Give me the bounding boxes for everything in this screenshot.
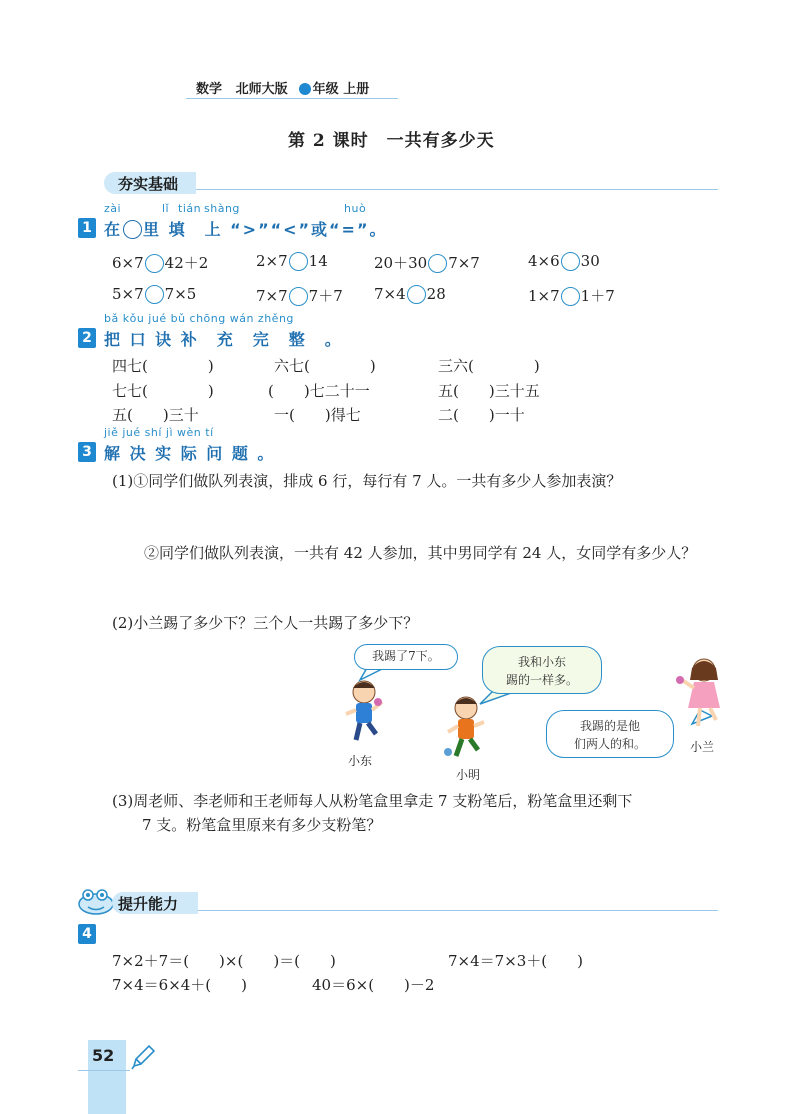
q1-right: 1＋7 bbox=[580, 287, 615, 305]
q2-blank[interactable]: ( )七二十一 bbox=[268, 382, 370, 400]
q1-title-b: 里 填 上 “>”“<”或“=”。 bbox=[143, 220, 388, 239]
q1-pinyin-tian: tián bbox=[178, 202, 202, 215]
question-number-3: 3 bbox=[78, 442, 96, 462]
q2-blank[interactable]: 二( )一十 bbox=[438, 406, 525, 424]
kid-xiaolan bbox=[676, 659, 720, 726]
q1-left: 4×6 bbox=[528, 252, 560, 270]
bubble-line: 我和小东 bbox=[517, 655, 566, 669]
q1-item bbox=[528, 252, 600, 271]
q1-right: 28 bbox=[426, 285, 446, 303]
frog-icon bbox=[76, 886, 116, 916]
section-divider bbox=[196, 189, 718, 190]
answer-circle[interactable] bbox=[428, 254, 447, 273]
q1-left: 2×7 bbox=[256, 252, 288, 270]
q2-blank[interactable]: 六七( ) bbox=[274, 357, 376, 375]
q1-left: 20＋30 bbox=[374, 254, 428, 272]
q1-pinyin-li: lǐ bbox=[162, 202, 170, 215]
q1-left: 5×7 bbox=[112, 285, 144, 303]
grade: 年级 bbox=[312, 82, 339, 97]
q1-pinyin-huo: huò bbox=[344, 202, 367, 215]
bubble-line: 我踢的是他 bbox=[579, 719, 640, 733]
bubble-line: 们两人的和。 bbox=[573, 737, 646, 751]
q3-pinyin: jiě jué shí jì wèn tí bbox=[104, 426, 214, 439]
answer-circle[interactable] bbox=[145, 254, 164, 273]
q1-right: 7×5 bbox=[164, 285, 197, 303]
answer-circle[interactable] bbox=[561, 252, 580, 271]
bubble-tail bbox=[692, 710, 712, 724]
q3-part1a: (1)①同学们做队列表演，排成 6 行，每行有 7 人。一共有多少人参加表演？ bbox=[112, 472, 622, 490]
page-number: 52 bbox=[92, 1046, 115, 1065]
q1-left: 6×7 bbox=[112, 254, 144, 272]
q3-part1b: ②同学们做队列表演，一共有 42 人参加，其中男同学有 24 人，女同学有多少人？ bbox=[144, 544, 697, 562]
q4-equation[interactable]: 7×4＝6×4＋( ) bbox=[112, 976, 248, 994]
pencil-icon bbox=[128, 1042, 158, 1072]
speech-bubble-xiaolan bbox=[546, 710, 674, 758]
q2-blank[interactable]: 七七( ) bbox=[112, 382, 214, 400]
q1-right: 7×7 bbox=[448, 254, 480, 272]
question-number-1: 1 bbox=[78, 218, 96, 238]
q3-part3a: (3)周老师、李老师和王老师每人从粉笔盒里拿走 7 支粉笔后，粉笔盒里还剩下 bbox=[112, 792, 633, 810]
kid-xiaodong bbox=[346, 681, 382, 740]
q1-left: 7×4 bbox=[374, 285, 406, 303]
question-number-2: 2 bbox=[78, 328, 96, 348]
term: 上册 bbox=[343, 82, 370, 97]
q2-title: 把 口 诀 补 充 完 整 。 bbox=[104, 330, 343, 349]
subject: 数学 bbox=[196, 82, 223, 97]
q1-item bbox=[256, 285, 343, 306]
q3-part3b: 7 支。粉笔盒里原来有多少支粉笔？ bbox=[142, 816, 382, 834]
q1-right: 7＋7 bbox=[308, 287, 343, 305]
q1-right: 30 bbox=[580, 252, 600, 270]
q4-equation[interactable]: 7×2＋7＝( )×( )＝( ) bbox=[112, 952, 336, 970]
answer-circle[interactable] bbox=[289, 287, 308, 306]
q1-item bbox=[112, 252, 208, 273]
q1-item bbox=[256, 252, 328, 271]
q1-title bbox=[104, 217, 387, 240]
bubble-line: 踢的一样多。 bbox=[505, 673, 578, 687]
section-divider bbox=[198, 910, 718, 911]
q1-right: 14 bbox=[308, 252, 328, 270]
book-header bbox=[196, 78, 369, 97]
kid-name-xiaodong: 小东 bbox=[348, 754, 373, 768]
q1-title-a: 在 bbox=[104, 220, 123, 239]
q1-pinyin-shang: shàng bbox=[204, 202, 240, 215]
section-label-advanced: 提升能力 bbox=[118, 895, 179, 913]
q1-item bbox=[374, 252, 480, 273]
circle-grade-icon bbox=[299, 83, 311, 95]
q3-title: 解 决 实 际 问 题 。 bbox=[104, 444, 276, 463]
page-number-underline bbox=[78, 1070, 130, 1071]
speech-bubble-xiaoming bbox=[482, 646, 602, 694]
circle-blank-icon bbox=[123, 220, 142, 239]
q1-item bbox=[528, 285, 615, 306]
answer-circle[interactable] bbox=[289, 252, 308, 271]
q2-blank[interactable]: 三六( ) bbox=[438, 357, 540, 375]
answer-circle[interactable] bbox=[561, 287, 580, 306]
q4-equation[interactable]: 7×4＝7×3＋( ) bbox=[448, 952, 584, 970]
kid-name-xiaolan: 小兰 bbox=[690, 740, 715, 754]
q2-blank[interactable]: 五( )三十五 bbox=[438, 382, 540, 400]
q1-item bbox=[112, 285, 196, 304]
q3-part2: (2)小兰踢了多少下？三个人一共踢了多少下？ bbox=[112, 614, 419, 632]
answer-circle[interactable] bbox=[145, 285, 164, 304]
q2-blank[interactable]: 四七( ) bbox=[112, 357, 214, 375]
q1-pinyin-zai: zài bbox=[104, 202, 122, 215]
q1-left: 7×7 bbox=[256, 287, 288, 305]
lesson-title: 第 2 课时 一共有多少天 bbox=[288, 131, 495, 151]
q2-pinyin: bǎ kǒu jué bǔ chōng wán zhěng bbox=[104, 312, 294, 325]
edition: 北师大版 bbox=[235, 82, 288, 97]
answer-circle[interactable] bbox=[407, 285, 426, 304]
kid-name-xiaoming: 小明 bbox=[456, 768, 481, 782]
q2-blank[interactable]: 五( )三十 bbox=[112, 406, 199, 424]
q1-left: 1×7 bbox=[528, 287, 560, 305]
q2-blank[interactable]: 一( )得七 bbox=[274, 406, 361, 424]
q1-item bbox=[374, 285, 446, 304]
section-label-basic: 夯实基础 bbox=[118, 175, 179, 193]
q1-right: 42＋2 bbox=[164, 254, 209, 272]
question-number-4: 4 bbox=[78, 924, 96, 944]
kid-xiaoming bbox=[444, 697, 484, 756]
speech-bubble-xiaodong: 我踢了7下。 bbox=[354, 644, 458, 670]
q4-equation[interactable]: 40＝6×( )－2 bbox=[312, 976, 435, 994]
